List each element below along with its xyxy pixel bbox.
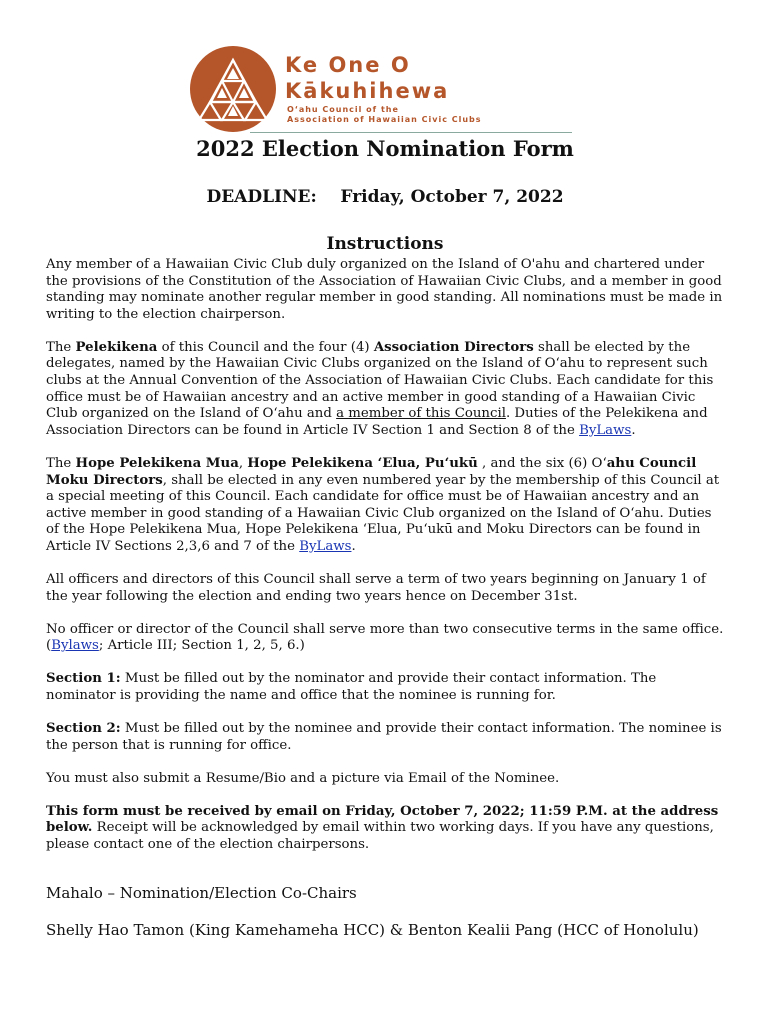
bylaws-link[interactable]: ByLaws [579, 422, 632, 438]
submission-deadline: This form must be received by email on Friday, October 7, 2022; 11:59 P.M. at the address below. [46, 803, 719, 836]
logo-title [285, 52, 449, 104]
section-2-label: Section 2: [46, 721, 121, 737]
underlined-member-of-council: a member of this Council [336, 406, 506, 422]
text: , shall be elected in any even numbered year by the membership of this Council at a special meeting of this Council. Each candidate for office must be of Hawaiian ancestry and an active member in good standing of a Hawaiian Civic Club organized on the Island of O‘ahu. Duties of the Hope Pelekikena Mua, Hope Pelekikena ‘Elua, Pu‘ukū and Moku Directors can be found in Article IV Sections 2,3,6 and 7 of the [46, 472, 720, 554]
logo-subtitle-line1: O‘ahu Council of the [287, 105, 399, 114]
text: of this Council and the four (4) [157, 339, 374, 355]
deadline-line: DEADLINE: Friday, October 7, 2022 [206, 187, 564, 207]
page-title: 2022 Election Nomination Form [196, 136, 574, 161]
text: No officer or director of the Council shall serve more than two consecutive terms in the same office. ( [46, 621, 724, 654]
logo-subtitle-line2: Association of Hawaiian Civic Clubs [287, 115, 482, 124]
logo-title-line2: Kākuhihewa [285, 79, 450, 103]
paragraph-pelekikena [46, 340, 726, 440]
signoff-mahalo: Mahalo – Nomination/Election Co-Chairs [46, 884, 357, 902]
paragraph-terms: All officers and directors of this Council shall serve a term of two years beginning on January 1 of the year following the election and ending two years hence on December 31st. [46, 572, 706, 604]
term-moku-directors: ahu Council Moku Directors [46, 455, 697, 488]
paragraph-section-1 [46, 671, 726, 704]
text: Receipt will be acknowledged by email within two working days. If you have any questions, please contact one of the election chairpersons. [46, 820, 714, 853]
section-1-label: Section 1: [46, 671, 121, 687]
bylaws-link[interactable]: ByLaws [299, 538, 352, 554]
instructions-heading: Instructions [326, 234, 444, 254]
text: Must be filled out by the nominator and provide their contact information. The nominator is providing the name and office that the nominee is running for. [46, 671, 657, 703]
bylaws-link[interactable]: Bylaws [51, 638, 99, 654]
text: The [46, 455, 76, 471]
text: Must be filled out by the nominee and provide their contact information. The nominee is the person that is running for office. [46, 721, 722, 753]
paragraph-term-limits [46, 622, 726, 655]
term-hope-pelekikena-mua: Hope Pelekikena Mua [75, 455, 239, 471]
triangle-emblem-icon [190, 46, 276, 132]
term-hope-pelekikena-elua: Hope Pelekikena ‘Elua, Pu‘ukū [247, 455, 478, 471]
instructions-body [46, 257, 726, 870]
paragraph-eligibility: Any member of a Hawaiian Civic Club duly organized on the Island of O'ahu and chartered under the provisions of the Constitution of the Association of Hawaiian Civic Clubs, and a member in good standing may nominate another regular member in good standing. All nominations must be made in writing to the election chairperson. [46, 257, 723, 322]
logo-title-line1: Ke One O [285, 53, 411, 77]
text: , [238, 455, 248, 471]
paragraph-submission [46, 804, 726, 854]
paragraph-hope-pelekikena [46, 456, 726, 556]
paragraph-section-2 [46, 721, 726, 754]
council-logo [190, 46, 580, 138]
logo-divider [250, 132, 572, 133]
text: . Duties of the Pelekikena and Association Directors can be found in Article IV Section 1 and Section 8 of the [46, 406, 708, 438]
text: The [46, 339, 76, 355]
logo-subtitle [287, 105, 482, 125]
text: shall be elected by the delegates, named by the Hawaiian Civic Clubs organized on the Island of O‘ahu to represent such clubs at the Annual Convention of the Association of Hawaiian Civic Clubs. Each candidate for this office must be of Hawaiian ancestry and an active member in good standing of a Hawaiian Civic Club organized on the Island of O‘ahu and [46, 339, 714, 422]
paragraph-resume: You must also submit a Resume/Bio and a picture via Email of the Nominee. [46, 770, 560, 786]
text: ; Article III; Section 1, 2, 5, 6.) [98, 638, 305, 654]
term-association-directors: Association Directors [373, 339, 534, 355]
signoff-chairs: Shelly Hao Tamon (King Kamehameha HCC) & Benton Kealii Pang (HCC of Honolulu) [46, 921, 699, 939]
text: . [351, 538, 356, 554]
text: , and the six (6) O‘ [477, 455, 607, 471]
text: . [631, 422, 636, 438]
term-pelekikena: Pelekikena [75, 339, 158, 355]
